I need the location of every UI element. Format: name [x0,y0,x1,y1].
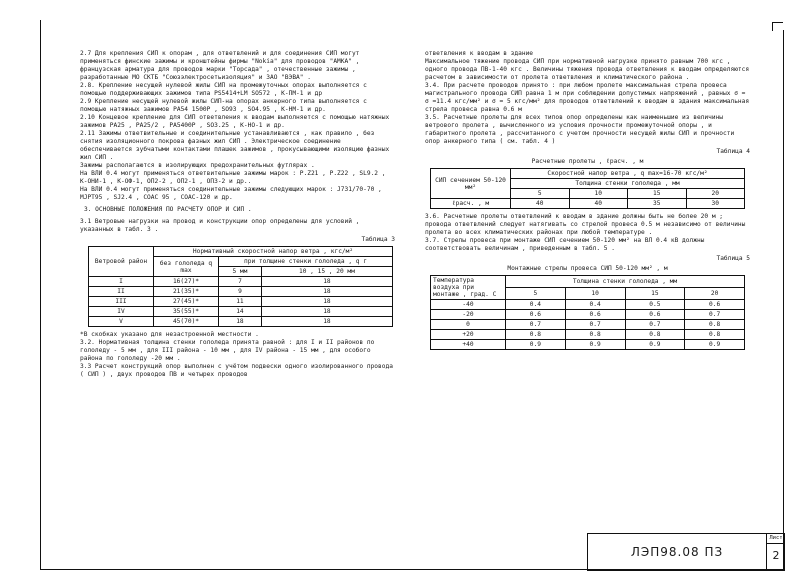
sheet-number: 2 [772,549,780,562]
table-row: +40 0.9 0.9 0.9 0.9 [431,340,745,350]
paragraph-3-5: 3.5. Расчетные пролеты для всех типов опор определены как наименьшие из величины ветрового пролета , вычисленного из условия прочности промежуточной опоры , и габаритного пролета , рассчитанного с учетом прочности несущей жилы СИП и прочности опор анкерного типа ( см. табл. 4 ) [425,114,735,145]
paragraph-3-3: 3.3 Расчет конструкций опор выполнен с учётом подвески одного изолированного провода ( СИП ) , двух проводов ПВ и четырех проводов [80,363,393,378]
table4-header-sip: СИП сечением 50-120 мм² [431,169,511,199]
table-row: ℓрасч. , м 40 40 35 30 [431,199,745,209]
right-column [425,50,750,350]
table-row: +20 0.8 0.8 0.8 0.8 [431,330,745,340]
table4-caption: Таблица 4 [716,148,750,155]
paragraph-continuation: ответвления к вводам в здание [425,50,534,57]
table4-title: Расчетные пролеты , ℓрасч. , м [531,158,644,165]
paragraph-2-10: 2.10 Концевое крепление для СИП ответвления к вводам выполняется с помощью натяжных зажимов PA25 , PA25/2 , PA5400P , SO3.25 , К-НО-1 и др. [80,114,390,129]
sheet-number-box [766,534,785,570]
section-3-title: 3. ОСНОВНЫЕ ПОЛОЖЕНИЯ ПО РАСЧЕТУ ОПОР И СИП . [84,206,252,213]
table4-header-speed: Скоростной напор ветра , q max=16-70 кгс/м² [511,169,745,179]
table-row: I 16(27)* 7 18 [89,277,393,287]
table-row: -20 0.6 0.6 0.6 0.7 [431,310,745,320]
table-row: II 21(35)* 9 18 [89,287,393,297]
title-block-stamp [587,533,785,571]
paragraph-vli04-joint: На ВЛИ 0.4 могут применяться соединительные зажимы следующих марок : J731/70-70 , MJPT95 , SJ2.4 , COAC 95 , COAC-120 и др. [80,186,382,201]
table-5: Температура воздуха при монтаже , град. С Толщина стенки гололеда , мм 5 10 15 20 -40 0.4 0.4 0.5 0.6 -20 0.6 0.6 0.6 0.7 0 0.7 0.7 0.7 0.8 +20 0.8 0.8 0.8 0.8 +40 0.9 0.9 0.9 0.9 [430,275,745,350]
frame-right-line [783,30,784,570]
table5-header-thickness: Толщина стенки гололеда , мм [506,276,745,288]
table-row: -40 0.4 0.4 0.5 0.6 [431,300,745,310]
paragraph-tension: Максимальное тяжение провода СИП при нормативной нагрузке принято равным 700 кгс , одного провода ПВ-1-40 кгс . Величины тяжения провода ответвления к вводам определяются расчетом в зависимости от пролета ответвления и климатического района . [425,58,750,81]
paragraph-2-9: 2.9 Крепление несущей нулевой жилы СИП-на опорах анкерного типа выполняется с помощью натяжных зажимов PA54 1500P , SO93 , SO4.95 , К-НМ-1 и др. [80,98,367,113]
frame-left-line [40,20,41,570]
left-column [80,50,395,379]
table-row: III 27(45)* 11 18 [89,297,393,307]
paragraph-3-4: 3.4. При расчете проводов принято : при любом пролете максимальная стрела провеса магистрального провода СИП равна 1 м при соблюдении допустимых напряжений , равных σ = σ =11.4 кгс/мм² и σ = 5 кгс/мм² для проводов ответвлений к вводам в здания максимальная стрела провеса равна 0.6 м [425,82,750,113]
paragraph-clamps: Зажимы располагаются в изолирующих предохранительных футлярах . [80,162,315,169]
paragraph-3-2: 3.2. Нормативная толщина стенки гололеда принята равной : для I и II районов по гололеду - 5 мм , для III района - 10 мм , для IV района - 15 мм , для особого района по гололеду -20 мм . [80,339,375,362]
table-4: СИП сечением 50-120 мм² Скоростной напор ветра , q max=16-70 кгс/м² Толщина стенки гололеда , мм 5 10 15 20 ℓрасч. , м 40 40 35 30 [430,168,745,209]
table5-caption: Таблица 5 [716,255,750,262]
paragraph-3-1: 3.1 Ветровые нагрузки на провод и конструкции опор определены для условий , указанных в табл. 3 . [80,218,360,233]
paragraph-2-8: 2.8. Крепление несущей нулевой жилы СИП на промежуточных опорах выполняется с помощью поддерживающих зажимов типа PS5414+LM SO572 , К-ПМ-1 и др [80,82,367,97]
table3-header-no-ice: без гололеда q max [154,257,219,277]
document-code: ЛЭП98.08 ПЗ [630,545,724,559]
table-3 [88,246,393,327]
paragraph-3-6: 3.6. Расчетные пролеты ответвлений к вводам в здание должны быть не более 20 м ; провода ответвлений следует натягивать со стрелой провеса 0.5 м независимо от величины пролета во всех климатических районах при любой температуре . [425,213,746,236]
table-row: IV 35(55)* 14 18 [89,307,393,317]
table-row: V 45(70)* 18 18 [89,317,393,327]
table3-header-5mm: 5 мм [219,267,262,277]
paragraph-2-11: 2.11 Зажимы ответвительные и соединительные устанавливаются , как правило , без снятия изоляционного покрова фазных жил СИП . Электрическое соединение обеспечивается зубчатыми контактами плашек зажимов , прокусывающими изоляцию фазных жил СИП . [80,130,390,161]
table4-header-thickness: Толщина стенки гололеда , мм [511,179,745,189]
table5-header-temp: Температура воздуха при монтаже , град. С [431,276,506,300]
paragraph-3-7: 3.7. Стрелы провеса при монтаже СИП сечением 50-120 мм² на ВЛ 0.4 кВ должны соответствовать величинам , приведенным в табл. 5 . [425,237,705,252]
table3-header-ice: при толщине стенки гололеда , q г [219,257,393,267]
frame-corner-mark [772,22,783,31]
paragraph-2-7: 2.7 Для крепления СИП к опорам , для ответвлений и для соединения СИП могут применяться финские зажимы и кронштейны фирмы "Nokia" для проводов "АМКА" , французская арматура для проводов марки "Торсада" , отечественные зажимы , разработанные МО СКТБ "Союзэлектросетьизоляция" и ЗАО "ВЭВА" . [80,50,360,81]
table3-caption: Таблица 3 [361,236,395,243]
table3-footnote: *В скобках указано для незастроенной местности . [80,331,259,338]
paragraph-vli04-branch: На ВЛИ 0.4 могут применяться ответвительные зажимы марок : P.Z21 , P.Z22 , SL9.2 , К-ОНИ-1 , К-ОФ-1, ОП2-2 , ОП2-1 , ОП3-2 и др.. [80,170,386,185]
table3-header-10-20mm: 10 , 15 , 20 мм [261,267,392,277]
sheet-label: Лист [767,534,785,544]
table3-header-region: Ветровой район [89,247,154,277]
table3-header-norm: Нормативный скоростной напор ветра , кгс/м² [154,247,393,257]
table5-title: Монтажные стрелы провеса СИП 50-120 мм² , м [507,265,668,272]
table-row: 0 0.7 0.7 0.7 0.8 [431,320,745,330]
